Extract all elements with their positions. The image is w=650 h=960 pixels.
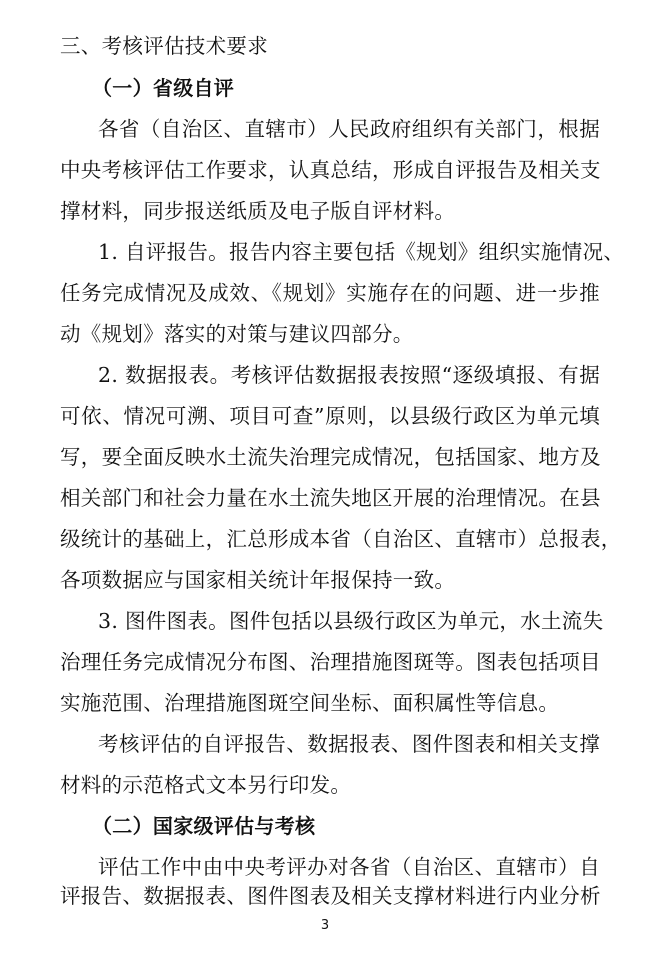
paragraph-line: 2. 数据报表。考核评估数据报表按照“逐级填报、有据 (98, 363, 600, 387)
paragraph-line: 写，要全面反映水土流失治理完成情况，包括国家、地方及 (60, 445, 601, 469)
paragraph-line: 各项数据应与国家相关统计年报保持一致。 (60, 568, 456, 592)
paragraph-line: 级统计的基础上，汇总形成本省（自治区、直辖市）总报表， (60, 527, 622, 551)
paragraph-line: 评估工作中由中央考评办对各省（自治区、直辖市）自 (98, 855, 600, 879)
page-number: 3 (320, 918, 330, 933)
subsection-2-title: （二）国家级评估与考核 (92, 814, 316, 838)
paragraph-line: 3. 图件图表。图件包括以县级行政区为单元，水土流失 (98, 609, 604, 633)
paragraph-line: 考核评估的自评报告、数据报表、图件图表和相关支撑 (98, 732, 600, 756)
paragraph-line: 可依、情况可溯、项目可查”原则，以县级行政区为单元填 (60, 404, 600, 428)
paragraph-line: 动《规划》落实的对策与建议四部分。 (60, 322, 414, 346)
section-title: 三、考核评估技术要求 (60, 34, 268, 58)
subsection-1-title: （一）省级自评 (92, 76, 235, 100)
paragraph-line: 实施范围、治理措施图斑空间坐标、面积属性等信息。 (60, 691, 560, 715)
paragraph-line: 任务完成情况及成效、《规划》实施存在的问题、进一步推 (60, 281, 600, 305)
paragraph-line: 评报告、数据报表、图件图表及相关支撑材料进行内业分析 (60, 884, 601, 908)
paragraph-line: 材料的示范格式文本另行印发。 (60, 773, 352, 797)
paragraph-line: 中央考核评估工作要求，认真总结，形成自评报告及相关支 (60, 158, 601, 182)
paragraph-line: 相关部门和社会力量在水土流失地区开展的治理情况。在县 (60, 486, 601, 510)
paragraph-line: 各省（自治区、直辖市）人民政府组织有关部门，根据 (98, 117, 600, 141)
paragraph-line: 治理任务完成情况分布图、治理措施图斑等。图表包括项目 (60, 650, 601, 674)
paragraph-line: 撑材料，同步报送纸质及电子版自评材料。 (60, 199, 456, 223)
paragraph-line: 1. 自评报告。报告内容主要包括《规划》组织实施情况、 (98, 240, 625, 264)
